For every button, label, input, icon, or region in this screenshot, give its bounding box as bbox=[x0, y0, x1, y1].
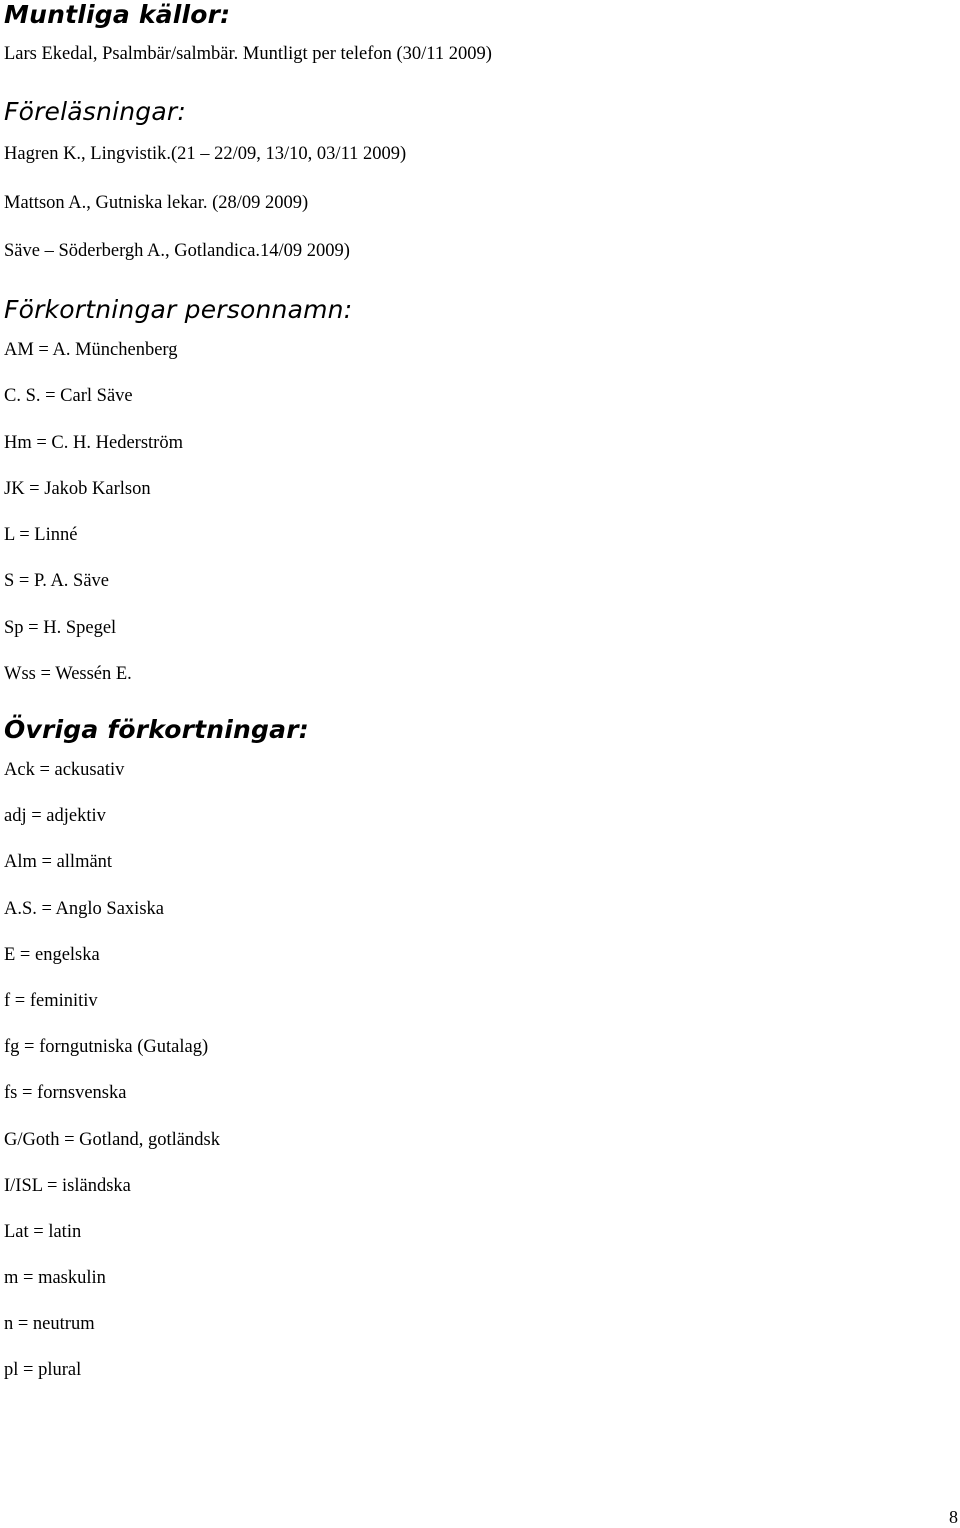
ovriga-forkortningar-list bbox=[4, 759, 220, 1406]
list-item: Sp = H. Spegel bbox=[4, 617, 117, 638]
list-item: S = P. A. Säve bbox=[4, 571, 110, 592]
page-number: 8 bbox=[949, 1507, 958, 1527]
list-item: f = feminitiv bbox=[4, 990, 98, 1011]
list-item: Säve – Söderbergh A., Gotlandica.14/09 2009) bbox=[4, 241, 350, 261]
list-item: n = neutrum bbox=[4, 1314, 95, 1335]
list-item: AM = A. Münchenberg bbox=[4, 340, 178, 360]
section-heading-forelasningar: Föreläsningar: bbox=[4, 97, 186, 126]
muntliga-kallor-list bbox=[4, 43, 492, 65]
list-item: fg = forngutniska (Gutalag) bbox=[4, 1037, 209, 1058]
list-item: A.S. = Anglo Saxiska bbox=[4, 898, 164, 919]
list-item: Lars Ekedal, Psalmbär/salmbär. Muntligt per telefon (30/11 2009) bbox=[4, 44, 492, 64]
list-item: pl = plural bbox=[4, 1360, 82, 1381]
list-item: JK = Jakob Karlson bbox=[4, 478, 151, 499]
list-item: fs = fornsvenska bbox=[4, 1083, 127, 1104]
list-item: Alm = allmänt bbox=[4, 852, 113, 873]
list-item: G/Goth = Gotland, gotländsk bbox=[4, 1129, 220, 1150]
list-item: E = engelska bbox=[4, 944, 100, 965]
list-item: Hm = C. H. Hederström bbox=[4, 432, 183, 453]
list-item: adj = adjektiv bbox=[4, 806, 106, 827]
list-item: C. S. = Carl Säve bbox=[4, 386, 133, 407]
section-heading-forkortningar-personnamn: Förkortningar personnamn: bbox=[4, 295, 353, 324]
section-heading-muntliga-kallor: Muntliga källor: bbox=[4, 0, 231, 29]
list-item: L = Linné bbox=[4, 525, 78, 546]
list-item: Ack = ackusativ bbox=[4, 760, 125, 780]
section-heading-ovriga-forkortningar: Övriga förkortningar: bbox=[4, 715, 309, 744]
list-item: Hagren K., Lingvistik.(21 – 22/09, 13/10, 03/11 2009) bbox=[4, 144, 407, 164]
list-item: m = maskulin bbox=[4, 1268, 106, 1289]
forelasningar-list bbox=[4, 143, 406, 289]
forkortningar-personnamn-list bbox=[4, 339, 183, 709]
list-item: I/ISL = isländska bbox=[4, 1175, 131, 1196]
list-item: Lat = latin bbox=[4, 1221, 82, 1242]
list-item: Wss = Wessén E. bbox=[4, 664, 132, 685]
list-item: Mattson A., Gutniska lekar. (28/09 2009) bbox=[4, 192, 309, 213]
